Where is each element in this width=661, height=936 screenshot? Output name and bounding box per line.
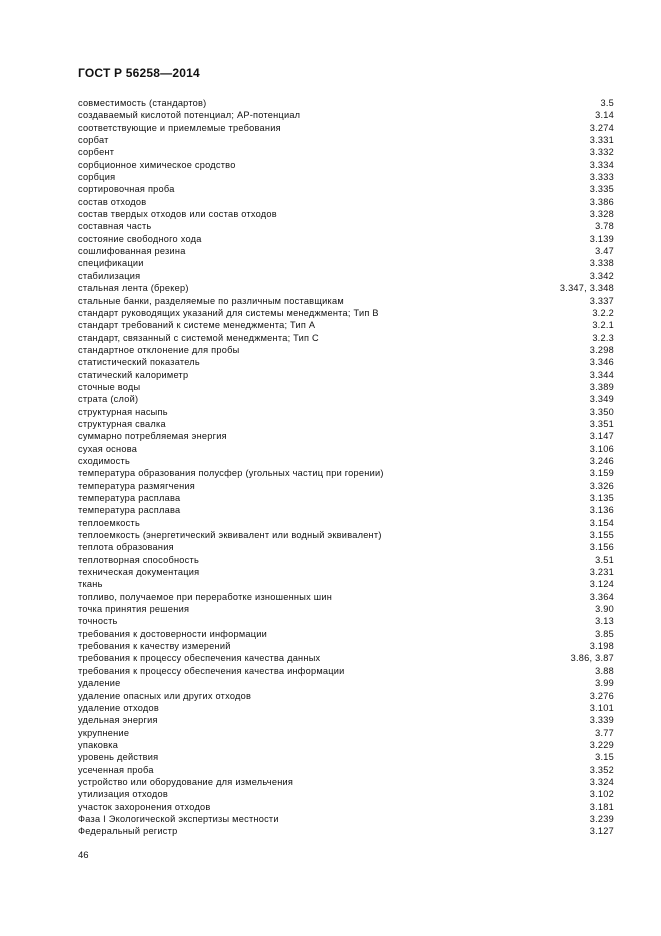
index-entry (78, 825, 614, 837)
index-term: создаваемый кислотой потенциал; АР-потенциал (78, 110, 301, 121)
index-reference: 3.364 (589, 591, 614, 602)
index-reference: 3.14 (595, 110, 614, 121)
index-entry (78, 529, 614, 541)
index-reference: 3.15 (595, 752, 614, 763)
index-entry (78, 122, 614, 134)
index-reference: 3.159 (589, 468, 614, 479)
index-term: стандарт, связанный с системой менеджмента; Тип С (78, 332, 319, 343)
index-reference: 3.102 (589, 789, 614, 800)
index-term: теплоемкость (энергетический эквивалент или водный эквивалент) (78, 530, 382, 541)
index-entry (78, 455, 614, 467)
index-reference: 3.231 (589, 567, 614, 578)
index-reference: 3.335 (589, 184, 614, 195)
index-entry (78, 208, 614, 220)
index-entry (78, 591, 614, 603)
index-term: требования к процессу обеспечения качества информации (78, 665, 345, 676)
index-reference: 3.334 (589, 159, 614, 170)
index-entry (78, 406, 614, 418)
index-reference: 3.239 (589, 813, 614, 824)
index-reference: 3.339 (589, 715, 614, 726)
index-term: Фаза I Экологической экспертизы местности (78, 813, 279, 824)
index-term: стальная лента (брекер) (78, 283, 189, 294)
index-list (78, 97, 614, 838)
index-term: теплотворная способность (78, 554, 199, 565)
index-term: сорбция (78, 172, 116, 183)
index-term: удаление (78, 678, 121, 689)
index-reference: 3.351 (589, 418, 614, 429)
index-term: топливо, получаемое при переработке изношенных шин (78, 591, 333, 602)
index-term: температура образования полусфер (угольных частиц при горении) (78, 468, 384, 479)
index-entry (78, 566, 614, 578)
index-reference: 3.352 (589, 764, 614, 775)
index-term: температура расплава (78, 505, 181, 516)
index-entry (78, 751, 614, 763)
index-entry (78, 369, 614, 381)
index-term: техническая документация (78, 567, 200, 578)
index-term: требования к процессу обеспечения качества данных (78, 653, 321, 664)
index-term: удаление отходов (78, 702, 159, 713)
index-term: сортировочная проба (78, 184, 175, 195)
index-entry (78, 245, 614, 257)
index-reference: 3.156 (589, 542, 614, 553)
index-term: ткань (78, 579, 103, 590)
index-reference: 3.346 (589, 357, 614, 368)
index-term: теплоемкость (78, 517, 141, 528)
index-entry (78, 764, 614, 776)
index-reference: 3.90 (595, 604, 614, 615)
index-reference: 3.342 (589, 270, 614, 281)
index-reference: 3.338 (589, 258, 614, 269)
index-reference: 3.347, 3.348 (559, 283, 614, 294)
index-term: устройство или оборудование для измельчения (78, 776, 294, 787)
index-entry (78, 517, 614, 529)
index-reference: 3.229 (589, 739, 614, 750)
index-term: статистический показатель (78, 357, 200, 368)
index-entry (78, 196, 614, 208)
index-reference: 3.47 (595, 246, 614, 257)
index-reference: 3.139 (589, 233, 614, 244)
index-term: стандартное отклонение для пробы (78, 344, 240, 355)
index-term: теплота образования (78, 542, 174, 553)
index-term: суммарно потребляемая энергия (78, 431, 227, 442)
index-term: требования к достоверности информации (78, 628, 268, 639)
index-reference: 3.349 (589, 394, 614, 405)
index-term: укрупнение (78, 727, 130, 738)
index-entry (78, 652, 614, 664)
index-reference: 3.344 (589, 369, 614, 380)
index-reference: 3.324 (589, 776, 614, 787)
index-reference: 3.2.2 (592, 307, 614, 318)
index-reference: 3.13 (595, 616, 614, 627)
index-reference: 3.2.1 (592, 320, 614, 331)
index-reference: 3.101 (589, 702, 614, 713)
index-reference: 3.5 (600, 98, 614, 108)
index-term: упаковка (78, 739, 119, 750)
index-term: сточные воды (78, 381, 141, 392)
index-reference: 3.86, 3.87 (570, 653, 614, 664)
index-term: сорбционное химическое сродство (78, 159, 236, 170)
index-reference: 3.155 (589, 530, 614, 541)
index-term: удаление опасных или других отходов (78, 690, 252, 701)
index-reference: 3.326 (589, 480, 614, 491)
index-entry (78, 430, 614, 442)
index-entry (78, 578, 614, 590)
index-term: состав отходов (78, 196, 147, 207)
index-reference: 3.328 (589, 209, 614, 220)
index-reference: 3.389 (589, 381, 614, 392)
index-entry (78, 270, 614, 282)
index-reference: 3.276 (589, 690, 614, 701)
index-term: участок захоронения отходов (78, 801, 211, 812)
index-entry (78, 665, 614, 677)
index-term: спецификации (78, 258, 144, 269)
index-reference: 3.181 (589, 801, 614, 812)
index-reference: 3.350 (589, 406, 614, 417)
index-entry (78, 788, 614, 800)
index-reference: 3.51 (595, 554, 614, 565)
index-reference: 3.274 (589, 122, 614, 133)
index-term: температура расплава (78, 493, 181, 503)
index-term: температура размягчения (78, 480, 196, 491)
index-reference: 3.106 (589, 443, 614, 454)
index-term: структурная свалка (78, 418, 166, 429)
index-entry (78, 492, 614, 504)
index-term: удельная энергия (78, 715, 158, 726)
index-entry (78, 480, 614, 492)
index-entry (78, 319, 614, 331)
index-term: состояние свободного хода (78, 233, 202, 244)
index-entry (78, 220, 614, 232)
index-term: структурная насыпь (78, 406, 168, 417)
index-entry (78, 418, 614, 430)
index-reference: 3.88 (595, 665, 614, 676)
index-term: стабилизация (78, 270, 141, 281)
index-entry (78, 628, 614, 640)
index-reference: 3.337 (589, 295, 614, 306)
index-entry (78, 134, 614, 146)
page-number: 46 (78, 850, 89, 861)
index-term: сорбент (78, 147, 115, 158)
index-reference: 3.246 (589, 455, 614, 466)
index-entry (78, 233, 614, 245)
index-reference: 3.333 (589, 172, 614, 183)
index-term: совместимость (стандартов) (78, 98, 207, 108)
index-term: сошлифованная резина (78, 246, 186, 257)
index-reference: 3.332 (589, 147, 614, 158)
index-term: стальные банки, разделяемые по различным поставщикам (78, 295, 344, 306)
index-entry (78, 813, 614, 825)
index-entry (78, 702, 614, 714)
index-reference: 3.77 (595, 727, 614, 738)
index-entry (78, 159, 614, 171)
index-term: сорбат (78, 135, 109, 146)
index-term: стандарт руководящих указаний для системы менеджмента; Тип В (78, 307, 379, 318)
index-term: точка принятия решения (78, 604, 190, 615)
index-entry (78, 727, 614, 739)
index-term: уровень действия (78, 752, 159, 763)
index-reference: 3.154 (589, 517, 614, 528)
index-entry (78, 282, 614, 294)
index-reference: 3.198 (589, 641, 614, 652)
document-title: ГОСТ Р 56258—2014 (78, 66, 200, 80)
index-term: состав твердых отходов или состав отходов (78, 209, 277, 220)
index-entry (78, 443, 614, 455)
index-entry (78, 554, 614, 566)
index-reference: 3.331 (589, 135, 614, 146)
index-entry (78, 393, 614, 405)
index-entry (78, 739, 614, 751)
index-entry (78, 690, 614, 702)
index-reference: 3.78 (595, 221, 614, 232)
index-entry (78, 541, 614, 553)
index-entry (78, 146, 614, 158)
index-reference: 3.136 (589, 505, 614, 516)
index-term: сходимость (78, 455, 130, 466)
index-term: статический калориметр (78, 369, 189, 380)
index-term: стандарт требований к системе менеджмента; Тип А (78, 320, 316, 331)
index-reference: 3.147 (589, 431, 614, 442)
index-entry (78, 615, 614, 627)
index-entry (78, 332, 614, 344)
index-entry (78, 171, 614, 183)
index-term: точность (78, 616, 118, 627)
index-entry (78, 295, 614, 307)
index-term: страта (слой) (78, 394, 139, 405)
index-entry (78, 307, 614, 319)
index-term: Федеральный регистр (78, 826, 178, 837)
index-term: усеченная проба (78, 764, 154, 775)
index-reference: 3.124 (589, 579, 614, 590)
index-reference: 3.298 (589, 344, 614, 355)
index-reference: 3.135 (589, 493, 614, 503)
index-reference: 3.2.3 (592, 332, 614, 343)
index-entry (78, 356, 614, 368)
index-entry (78, 603, 614, 615)
index-entry (78, 109, 614, 121)
index-term: сухая основа (78, 443, 138, 454)
index-entry (78, 467, 614, 479)
index-reference: 3.127 (589, 826, 614, 837)
index-entry (78, 677, 614, 689)
index-entry (78, 257, 614, 269)
index-term: требования к качеству измерений (78, 641, 231, 652)
index-reference: 3.85 (595, 628, 614, 639)
index-entry (78, 381, 614, 393)
index-entry (78, 640, 614, 652)
index-entry (78, 97, 614, 109)
index-reference: 3.386 (589, 196, 614, 207)
index-term: составная часть (78, 221, 152, 232)
index-term: соответствующие и приемлемые требования (78, 122, 281, 133)
index-entry (78, 801, 614, 813)
index-entry (78, 344, 614, 356)
index-term: утилизация отходов (78, 789, 169, 800)
index-entry (78, 776, 614, 788)
index-reference: 3.99 (595, 678, 614, 689)
index-entry (78, 714, 614, 726)
index-entry (78, 504, 614, 516)
index-entry (78, 183, 614, 195)
